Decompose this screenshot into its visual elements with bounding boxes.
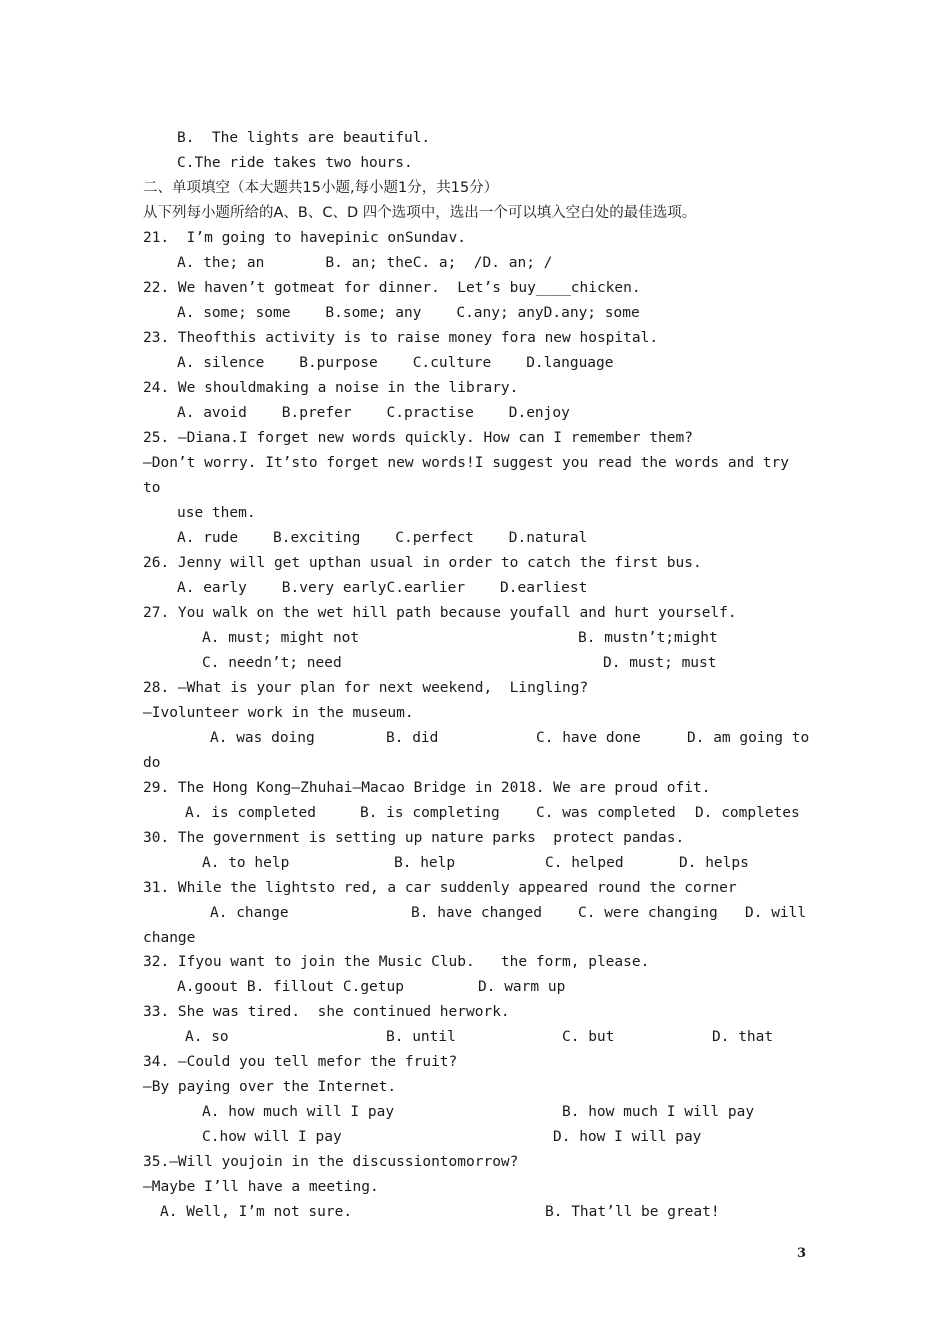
option-30-d: D. helps <box>679 855 749 871</box>
option-30-a: A. to help <box>202 855 290 871</box>
options-32-abc: A.goout B. fillout C.getup <box>177 979 404 995</box>
option-29-b: B. is completing <box>360 805 500 821</box>
option-27-a: A. must; might not <box>202 630 360 646</box>
option-35-a: A. Well, I’m not sure. <box>160 1204 353 1220</box>
question-27: 27. You walk on the wet hill path because youfall and hurt yourself. <box>143 605 737 621</box>
options-26: A. early B.very earlyC.earlier D.earliest <box>177 580 588 596</box>
options-22: A. some; some B.some; any C.any; anyD.any; some <box>177 305 640 321</box>
question-35: 35.—Will youjoin in the discussiontomorrow? <box>143 1154 519 1170</box>
question-22: 22. We haven’t gotmeat for dinner. Let’s buy____chicken. <box>143 280 641 296</box>
option-31-d: D. will <box>745 905 807 921</box>
option-33-a: A. so <box>185 1029 229 1045</box>
option-28-b: B. did <box>386 730 439 746</box>
options-21: A. the; an B. an; theC. a; /D. an; / <box>177 255 553 271</box>
option-27-d: D. must; must <box>603 655 717 671</box>
question-35-reply: —Maybe I’ll have a meeting. <box>143 1179 379 1195</box>
section-instructions: 从下列每小题所给的A、B、C、D 四个选项中，选出一个可以填入空白处的最佳选项。 <box>143 205 697 221</box>
option-34-a: A. how much will I pay <box>202 1104 395 1120</box>
option-line: C.The ride takes two hours. <box>177 155 413 171</box>
option-29-c: C. was completed <box>536 805 676 821</box>
question-28: 28. —What is your plan for next weekend, Lingling? <box>143 680 589 696</box>
option-33-c: C. but <box>562 1029 615 1045</box>
page-number: 3 <box>797 1246 807 1261</box>
question-25-reply-cont: use them. <box>177 505 256 521</box>
option-34-b: B. how much I will pay <box>562 1104 755 1120</box>
option-33-b: B. until <box>386 1029 456 1045</box>
option-29-d: D. completes <box>695 805 800 821</box>
question-30: 30. The government is setting up nature parks protect pandas. <box>143 830 685 846</box>
option-35-b: B. That’ll be great! <box>545 1204 720 1220</box>
option-31-d-wrap: change <box>143 930 196 946</box>
question-34: 34. —Could you tell mefor the fruit? <box>143 1054 458 1070</box>
question-29: 29. The Hong Kong—Zhuhai—Macao Bridge in 2018. We are proud ofit. <box>143 780 711 796</box>
question-31: 31. While the lightsto red, a car suddenly appeared round the corner <box>143 880 737 896</box>
option-32-d: D. warm up <box>478 979 566 995</box>
question-21: 21. I’m going to havepinic onSundav. <box>143 230 467 246</box>
options-24: A. avoid B.prefer C.practise D.enjoy <box>177 405 570 421</box>
option-line: B. The lights are beautiful. <box>177 130 431 146</box>
question-26: 26. Jenny will get upthan usual in order to catch the first bus. <box>143 555 702 571</box>
option-30-b: B. help <box>394 855 456 871</box>
option-27-c: C. needn’t; need <box>202 655 342 671</box>
option-31-a: A. change <box>210 905 289 921</box>
question-25-reply: —Don’t worry. It’sto forget new words!I suggest you read the words and try <box>143 455 790 471</box>
question-28-reply: —Ivolunteer work in the museum. <box>143 705 414 721</box>
question-23: 23. Theofthis activity is to raise money fora new hospital. <box>143 330 659 346</box>
option-28-d-wrap: do <box>143 755 161 771</box>
question-24: 24. We shouldmaking a noise in the library. <box>143 380 519 396</box>
option-34-c: C.how will I pay <box>202 1129 342 1145</box>
question-34-reply: —By paying over the Internet. <box>143 1079 397 1095</box>
question-25: 25. —Diana.I forget new words quickly. How can I remember them? <box>143 430 693 446</box>
option-27-b: B. mustn’t;might <box>578 630 718 646</box>
question-25-reply-wrap: to <box>143 480 161 496</box>
option-28-d: D. am going to <box>687 730 810 746</box>
section-heading: 二、单项填空（本大题共15小题,每小题1分，共15分） <box>143 180 499 196</box>
option-34-d: D. how I will pay <box>553 1129 702 1145</box>
options-23: A. silence B.purpose C.culture D.language <box>177 355 614 371</box>
option-31-c: C. were changing <box>578 905 718 921</box>
option-28-c: C. have done <box>536 730 641 746</box>
option-30-c: C. helped <box>545 855 624 871</box>
option-31-b: B. have changed <box>411 905 542 921</box>
question-33: 33. She was tired. she continued herwork. <box>143 1004 510 1020</box>
options-25: A. rude B.exciting C.perfect D.natural <box>177 530 588 546</box>
question-32: 32. Ifyou want to join the Music Club. the form, please. <box>143 954 650 970</box>
option-29-a: A. is completed <box>185 805 316 821</box>
option-33-d: D. that <box>712 1029 774 1045</box>
option-28-a: A. was doing <box>210 730 315 746</box>
